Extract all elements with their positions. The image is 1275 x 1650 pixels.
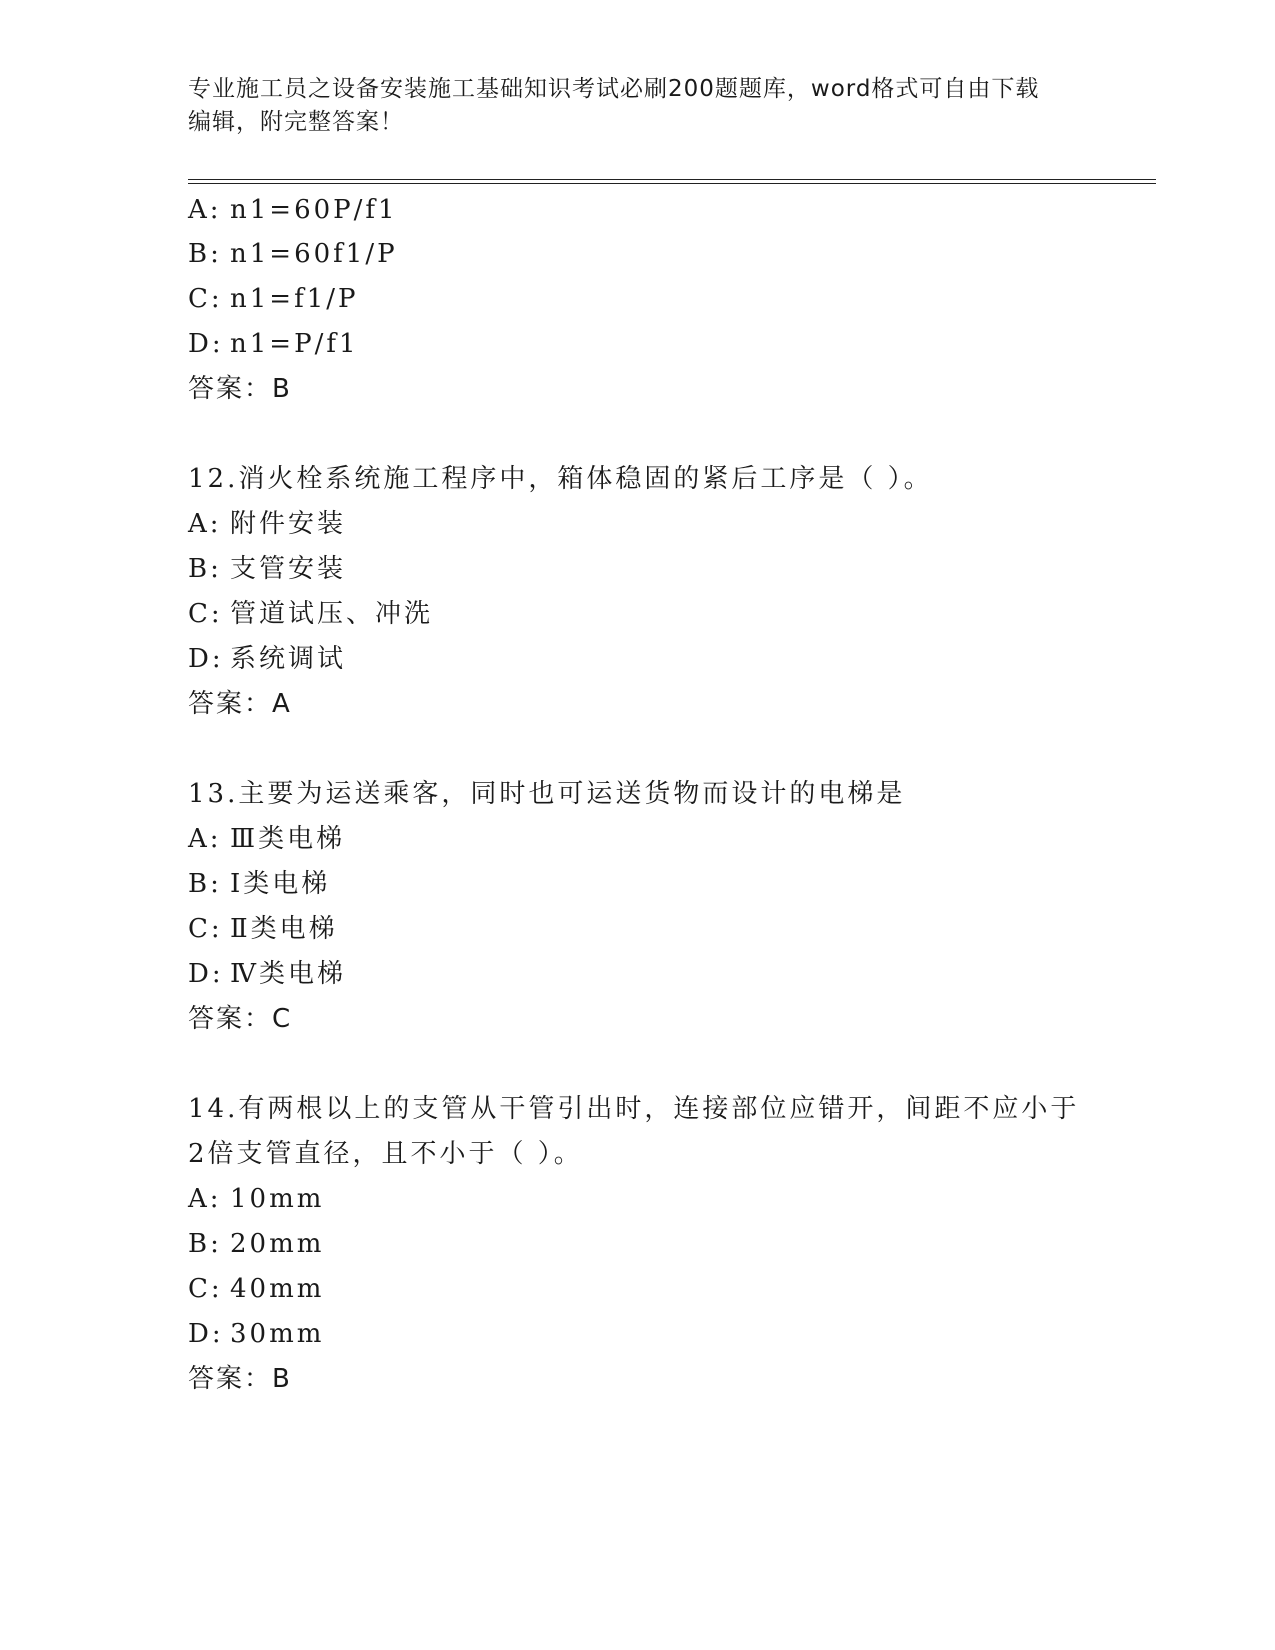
q12-option-d-letter: D:	[188, 644, 224, 674]
q13-option-a-text: Ⅲ类电梯	[230, 824, 346, 854]
q11-option-a-letter: A:	[188, 195, 222, 225]
q13-answer: 答案：C	[188, 1004, 293, 1034]
q11-answer: 答案：B	[188, 374, 292, 404]
q12-option-a-letter: A:	[188, 509, 222, 539]
q13-option-b-text: Ⅰ类电梯	[230, 869, 331, 899]
q13-option-b	[188, 867, 330, 901]
header-line-1: 专业施工员之设备安装施工基础知识考试必刷200题题库，word格式可自由下载	[188, 76, 1040, 102]
q12-option-b-letter: B:	[188, 554, 222, 584]
q12-option-c-text: 管道试压、冲洗	[230, 599, 434, 629]
q13-question: 13.主要为运送乘客，同时也可运送货物而设计的电梯是	[188, 779, 906, 809]
q13-option-c	[188, 912, 338, 946]
q12-option-c	[188, 597, 433, 631]
document-header	[188, 73, 1088, 139]
q12-option-c-letter: C:	[188, 599, 223, 629]
q14-option-a-letter: A:	[188, 1184, 222, 1214]
q14-option-b-letter: B:	[188, 1229, 222, 1259]
q12-option-b-text: 支管安装	[230, 554, 347, 584]
header-divider-bottom	[188, 183, 1156, 184]
q11-option-a-text: n1=60P/f1	[230, 195, 398, 225]
q13-option-d-letter: D:	[188, 959, 224, 989]
q11-option-b	[188, 237, 398, 271]
q12-option-b	[188, 552, 346, 586]
header-divider-top	[188, 179, 1156, 180]
q11-option-a	[188, 193, 398, 227]
q12-option-d	[188, 642, 346, 676]
q14-option-a-text: 10mm	[230, 1184, 325, 1214]
q11-option-d-letter: D:	[188, 329, 224, 359]
q14-answer: 答案：B	[188, 1364, 292, 1394]
q14-option-c	[188, 1272, 324, 1306]
q14-option-b	[188, 1227, 324, 1261]
q11-option-b-text: n1=60f1/P	[230, 239, 398, 269]
q13-option-a	[188, 822, 345, 856]
q12-question: 12.消火栓系统施工程序中，箱体稳固的紧后工序是（ ）。	[188, 464, 933, 494]
q14-question-line-2: 2倍支管直径，且不小于（ ）。	[188, 1139, 583, 1169]
q11-option-c	[188, 282, 359, 316]
q14-option-a	[188, 1182, 324, 1216]
q14-option-c-letter: C:	[188, 1274, 223, 1304]
q13-option-d	[188, 957, 346, 991]
header-line-2: 编辑，附完整答案！	[188, 109, 404, 135]
q13-option-d-text: Ⅳ类电梯	[230, 959, 346, 989]
q12-answer: 答案：A	[188, 689, 292, 719]
q11-option-d-text: n1=P/f1	[230, 329, 359, 359]
q11-option-d	[188, 327, 359, 361]
q12-option-a-text: 附件安装	[230, 509, 347, 539]
q11-option-b-letter: B:	[188, 239, 222, 269]
q12-option-d-text: 系统调试	[230, 644, 347, 674]
q14-question-line-1: 14.有两根以上的支管从干管引出时，连接部位应错开，间距不应小于	[188, 1094, 1080, 1124]
q13-option-a-letter: A:	[188, 824, 222, 854]
q11-option-c-letter: C:	[188, 284, 223, 314]
q13-option-b-letter: B:	[188, 869, 222, 899]
q14-option-d-letter: D:	[188, 1319, 224, 1349]
q11-option-c-text: n1=f1/P	[230, 284, 359, 314]
q14-option-b-text: 20mm	[230, 1229, 325, 1259]
q14-option-c-text: 40mm	[230, 1274, 325, 1304]
q13-option-c-text: Ⅱ类电梯	[230, 914, 338, 944]
q14-option-d-text: 30mm	[230, 1319, 325, 1349]
q13-option-c-letter: C:	[188, 914, 223, 944]
q12-option-a	[188, 507, 346, 541]
q14-option-d	[188, 1317, 324, 1351]
